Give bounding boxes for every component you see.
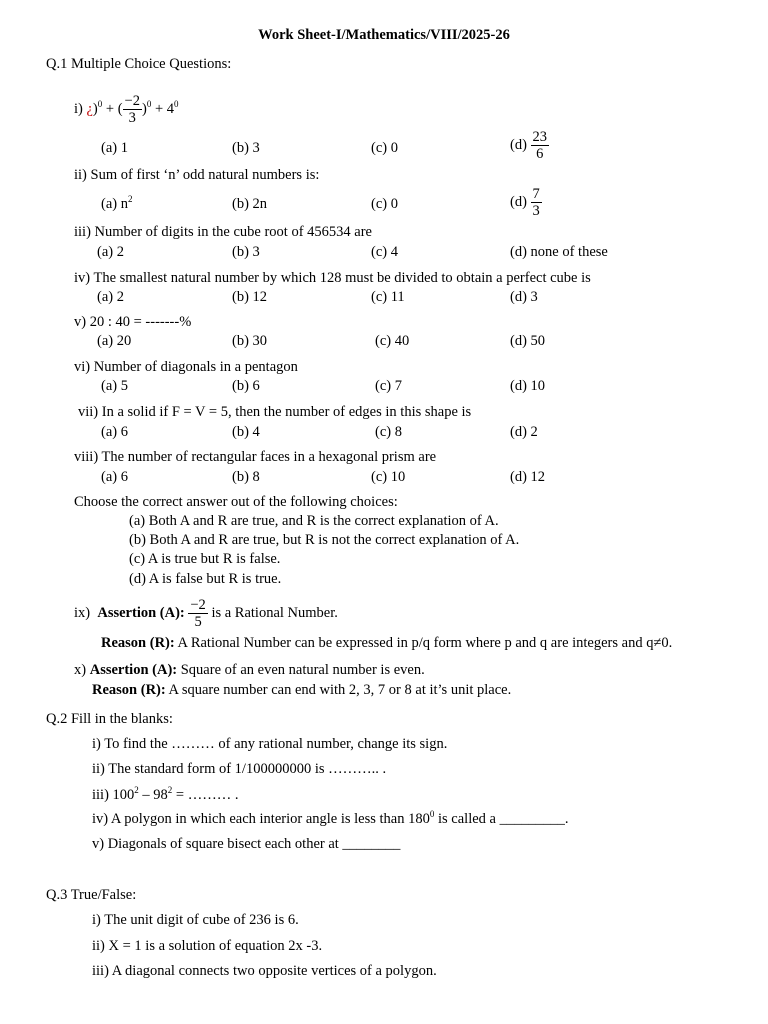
q1-viii-option-d: (d) 12 (510, 469, 546, 485)
q1-vi-option-d: (d) 10 (510, 378, 546, 394)
q1-ix-reason-text: A Rational Number can be expressed in p/q form where p and q are integers and q≠0. (177, 635, 673, 651)
q1-i-option-c: (c) 0 (371, 140, 398, 156)
q1-vi-question: vi) Number of diagonals in a pentagon (74, 359, 298, 375)
q1-i-frac-num: −2 (124, 93, 140, 109)
q1-viii-option-c: (c) 10 (371, 469, 406, 485)
ar-choice-c: (c) A is true but R is false. (129, 551, 281, 567)
q2-item-i: i) To find the ……… of any rational number, change its sign. (92, 736, 448, 752)
q1-i-fraction (123, 94, 142, 125)
q1-i-option-d-num: 23 (532, 129, 548, 145)
q1-ix-reason (101, 636, 672, 651)
q1-i-expression (74, 94, 179, 125)
q2-iv-part-a: iv) A polygon in which each interior angle is less than 180 (92, 811, 430, 827)
q1-i-plus2: + 4 (154, 100, 174, 117)
q1-ii-option-d-den: 3 (532, 202, 540, 219)
q1-v-option-d: (d) 50 (510, 333, 546, 349)
q3-item-ii: ii) X = 1 is a solution of equation 2x -3. (92, 938, 323, 954)
q2-iii-sup1: 2 (134, 785, 139, 795)
q1-i-exp2: 0 (174, 98, 179, 109)
q1-v-option-b: (b) 30 (232, 333, 268, 349)
q1-iv-question: iv) The smallest natural number by which 128 must be divided to obtain a perfect cube is (74, 270, 591, 286)
q1-i-paren: ) (92, 100, 98, 117)
q1-vii-option-b: (b) 4 (232, 424, 260, 440)
q1-i-plus1: + ( (105, 100, 123, 117)
q1-ii-option-a (101, 194, 133, 212)
q1-ii-option-d-fraction (531, 187, 542, 218)
q1-i-frac-den: 3 (128, 109, 136, 126)
q2-item-iii (92, 785, 239, 803)
q1-iv-option-a: (a) 2 (97, 289, 124, 305)
q1-i-exp1: 0 (146, 98, 152, 109)
q1-vi-option-c: (c) 7 (375, 378, 402, 394)
q3-item-iii: iii) A diagonal connects two opposite vertices of a polygon. (92, 963, 437, 979)
q1-vi-option-b: (b) 6 (232, 378, 260, 394)
q1-ix-frac-num: −2 (190, 597, 206, 613)
q1-i-option-d-fraction (531, 130, 550, 161)
q1-ix-label: ix) (74, 604, 91, 621)
q1-ix-fraction (188, 598, 207, 629)
q2-item-iv (92, 809, 569, 827)
q1-iv-option-c: (c) 11 (371, 289, 405, 305)
q2-iv-sup: 0 (429, 809, 435, 819)
q1-x-assertion-label: Assertion (A): (89, 662, 178, 678)
q1-iii-option-c: (c) 4 (371, 244, 398, 260)
q3-heading: Q.3 True/False: (46, 887, 137, 903)
q1-ix-reason-label: Reason (R): (101, 635, 175, 651)
q1-viii-option-a: (a) 6 (101, 469, 128, 485)
q1-vii-option-d: (d) 2 (510, 424, 538, 440)
q1-v-question: v) 20 : 40 = -------% (74, 314, 192, 330)
q1-vii-option-a: (a) 6 (101, 424, 128, 440)
q1-x-reason-label: Reason (R): (92, 682, 166, 698)
q1-vii-question: vii) In a solid if F = V = 5, then the number of edges in this shape is (78, 404, 472, 420)
q1-iv-option-d: (d) 3 (510, 289, 538, 305)
q1-viii-question: viii) The number of rectangular faces in a hexagonal prism are (74, 449, 437, 465)
q2-iii-part-c: = ……… . (175, 787, 239, 803)
q1-i-exp0: 0 (97, 98, 103, 109)
q1-i-tail-paren: ) (141, 100, 147, 117)
q1-iv-option-b: (b) 12 (232, 289, 268, 305)
q1-i-option-d (510, 130, 549, 161)
q1-ii-option-d-label: (d) (510, 193, 527, 210)
q1-ix-frac-den: 5 (194, 613, 202, 630)
q1-i-option-b: (b) 3 (232, 140, 260, 156)
q1-iii-option-a: (a) 2 (97, 244, 124, 260)
q2-iii-part-b: – 98 (142, 787, 168, 803)
q1-x-reason-text: A square number can end with 2, 3, 7 or 8 at it’s unit place. (168, 682, 512, 698)
q1-iii-question: iii) Number of digits in the cube root of 456534 are (74, 224, 372, 240)
q1-viii-option-b: (b) 8 (232, 469, 260, 485)
q1-ix-assertion-text: is a Rational Number. (211, 604, 338, 621)
q1-ii-option-c: (c) 0 (371, 196, 398, 212)
q1-v-option-a: (a) 20 (97, 333, 132, 349)
q1-ix-assertion (74, 598, 338, 629)
ar-choice-b: (b) Both A and R are true, but R is not the correct explanation of A. (129, 532, 520, 548)
q1-ix-assertion-label: Assertion (A): (97, 604, 185, 621)
q2-iv-part-b: is called a _________. (438, 811, 569, 827)
q1-x-assertion-text: Square of an even natural number is even. (180, 662, 425, 678)
q2-iii-part-a: iii) 100 (92, 787, 135, 803)
q1-x-reason (92, 683, 511, 698)
q2-heading: Q.2 Fill in the blanks: (46, 711, 173, 727)
q1-vi-option-a: (a) 5 (101, 378, 128, 394)
q1-ii-option-d-num: 7 (532, 186, 540, 202)
q1-x-assertion (74, 663, 425, 678)
q2-item-ii: ii) The standard form of 1/100000000 is ……….. . (92, 761, 387, 777)
q1-i-option-d-den: 6 (536, 145, 544, 162)
q1-i-option-a: (a) 1 (101, 140, 128, 156)
q1-i-glyph: ¿ (86, 100, 93, 117)
q1-ii-option-a-text: (a) n (101, 196, 128, 212)
q1-v-option-c: (c) 40 (375, 333, 410, 349)
q1-iii-option-d: (d) none of these (510, 244, 608, 260)
q1-x-label: x) (74, 662, 87, 678)
q1-i-label: i) (74, 100, 83, 117)
ar-choice-a: (a) Both A and R are true, and R is the correct explanation of A. (129, 513, 499, 529)
q3-item-i: i) The unit digit of cube of 236 is 6. (92, 912, 299, 928)
worksheet-title: Work Sheet-I/Mathematics/VIII/2025-26 (258, 27, 510, 43)
q2-item-v: v) Diagonals of square bisect each other at ________ (92, 836, 401, 852)
q1-iii-option-b: (b) 3 (232, 244, 260, 260)
q1-i-option-d-label: (d) (510, 136, 527, 153)
ar-instructions-heading: Choose the correct answer out of the following choices: (74, 494, 398, 510)
q2-iii-sup2: 2 (167, 785, 173, 795)
q1-heading: Q.1 Multiple Choice Questions: (46, 56, 232, 72)
ar-choice-d: (d) A is false but R is true. (129, 571, 282, 587)
q1-ii-option-a-sup: 2 (127, 194, 133, 204)
q1-ii-option-d (510, 187, 542, 218)
q1-ii-option-b: (b) 2n (232, 196, 268, 212)
q1-vii-option-c: (c) 8 (375, 424, 402, 440)
q1-ii-question: ii) Sum of first ‘n’ odd natural numbers is: (74, 167, 320, 183)
